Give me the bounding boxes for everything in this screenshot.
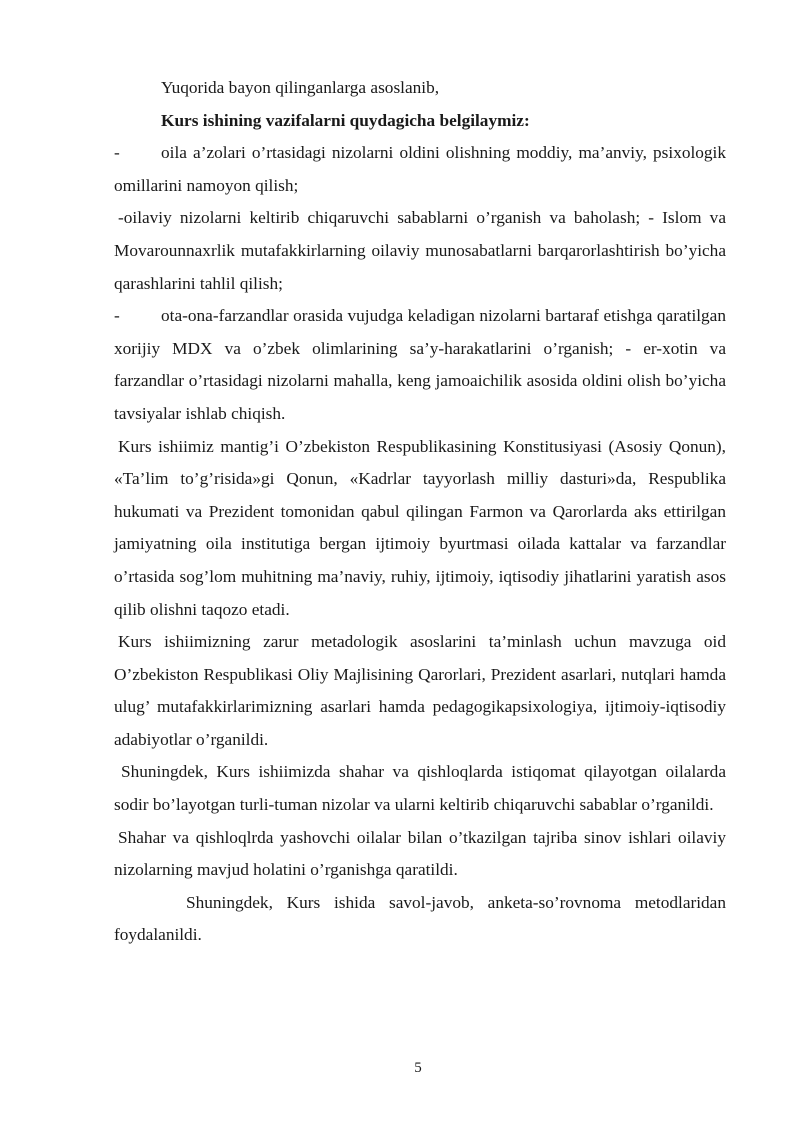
intro-line: Yuqorida bayon qilinganlarga asoslanib,	[161, 78, 440, 97]
tasks-heading: Kurs ishining vazifalarni quydagicha belgilaymiz:	[161, 110, 530, 130]
list-dash: -	[114, 143, 120, 163]
document-body	[114, 72, 726, 952]
task-item-1	[114, 137, 726, 202]
task-item-4-5-text: ota-ona-farzandlar orasida vujudga keladigan nizolarni bartaraf etishga qaratilgan xorijiy MDX va o’zbek olimlarining sa’y-harakatlarini o’rganish; - er-xotin va farzandlar o’rtasidagi nizolarni mahalla, keng jamoaichilik asosida oldini olish bo’yicha tavsiyalar ishlab chiqish.	[114, 306, 726, 423]
list-dash: -	[114, 306, 120, 326]
paragraph-causes: Shuningdek, Kurs ishiimizda shahar va qishloqlarda istiqomat qilayotgan oilalarda sodir bo’layotgan turli-tuman nizolar va ularni keltirib chiqaruvchi sabablar o’rganildi.	[114, 762, 726, 815]
paragraph-experiment: Shahar va qishloqlrda yashovchi oilalar bilan o’tkazilgan tajriba sinov ishlari oilaviy nizolarning mavjud holatini o’rganishga qaratildi.	[114, 827, 726, 880]
paragraph-methodology: Kurs ishiimizning zarur metadologik asoslarini ta’minlash uchun mavzuga oid O’zbekiston Respublikasi Oliy Majlisining Qarorlari, Prezident asarlari, nutqlari hamda ulug’ mutafakkirlarimizning asarlari hamda pedagogikapsixologiya, ijtimoiy-iqtisodiy adabiyotlar o’rganildi.	[114, 632, 726, 749]
paragraph-methods: Shuningdek, Kurs ishida savol-javob, anketa-so’rovnoma metodlaridan foydalanildi.	[114, 892, 726, 945]
paragraph-basis: Kurs ishiimiz mantig’i O’zbekiston Respublikasining Konstitusiyasi (Asosiy Qonun), «Ta’lim to’g’risida»gi Qonun, «Kadrlar tayyorlash milliy dasturi»da, Respublika hukumati va Prezident tomonidan qabul qilingan Farmon va Qarorlarda aks ettirilgan jamiyatning oila institutiga bergan ijtimoiy byurtmasi oilada kattalar va farzandlar o’rtasida sog’lom muhitning ma’naviy, ruhiy, ijtimoiy, iqtisodiy jihatlarini yaratish asos qilib olishni taqozo etadi.	[114, 436, 726, 619]
task-item-2-3: -oilaviy nizolarni keltirib chiqaruvchi sabablarni o’rganish va baholash; - Islom va Movarounnaxrlik mutafakkirlarning oilaviy munosabatlarni barqarorlashtirish bo’yicha qarashlarini tahlil qilish;	[114, 208, 726, 293]
page-number: 5	[414, 1060, 422, 1076]
task-item-1-text: oila a’zolari o’rtasidagi nizolarni oldini olishning moddiy, ma’anviy, psixologik omillarini namoyon qilish;	[114, 143, 726, 195]
task-item-4-5	[114, 300, 726, 430]
